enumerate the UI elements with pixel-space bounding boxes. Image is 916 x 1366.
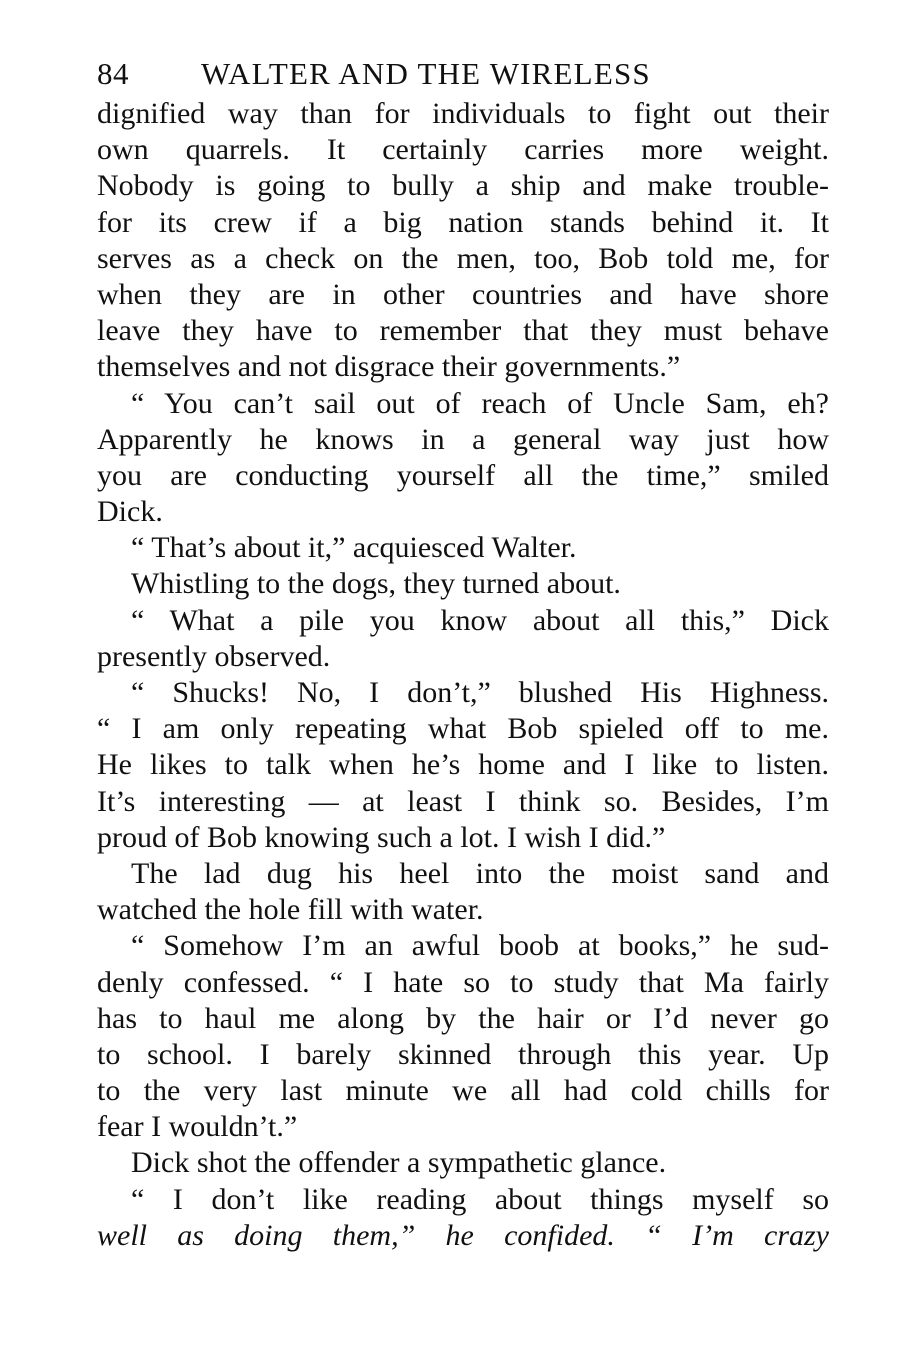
text-line: proud of Bob knowing such a lot. I wish I did.” xyxy=(97,820,666,854)
body-text xyxy=(97,96,829,1254)
book-page xyxy=(97,52,829,1254)
text-line: presently observed. xyxy=(97,639,331,673)
text-line: He likes to talk when he’s home and I like to listen. xyxy=(97,748,829,782)
text-line: It’s interesting — at least I think so. Besides, I’m xyxy=(97,784,829,818)
text-line: to the very last minute we all had cold chills for xyxy=(97,1074,829,1108)
text-line: The lad dug his heel into the moist sand and xyxy=(131,856,829,890)
text-line: to school. I barely skinned through this year. Up xyxy=(97,1037,829,1071)
text-line: own quarrels. It certainly carries more weight. xyxy=(97,133,829,167)
text-line: Dick shot the offender a sympathetic glance. xyxy=(131,1146,667,1180)
running-title: WALTER AND THE WIRELESS xyxy=(201,56,651,91)
text-line: themselves and not disgrace their governments.” xyxy=(97,350,681,384)
text-line: you are conducting yourself all the time,” smiled xyxy=(97,458,829,492)
running-head xyxy=(97,52,829,96)
text-line: dignified way than for individuals to fight out their xyxy=(97,97,829,130)
text-line: “ Somehow I’m an awful boob at books,” he sud- xyxy=(131,929,829,963)
text-line: Apparently he knows in a general way just how xyxy=(97,422,829,456)
text-line: fear I wouldn’t.” xyxy=(97,1110,298,1144)
text-line: Whistling to the dogs, they turned about. xyxy=(131,567,621,601)
text-line: denly confessed. “ I hate so to study that Ma fairly xyxy=(97,965,829,999)
text-line: “ You can’t sail out of reach of Uncle Sam, eh? xyxy=(131,386,829,420)
page-number: 84 xyxy=(97,56,129,91)
text-line: well as doing them,” he confided. “ I’m crazy xyxy=(97,1218,829,1252)
text-line: leave they have to remember that they must behave xyxy=(97,314,829,348)
text-line: Nobody is going to bully a ship and make trouble- xyxy=(97,169,829,203)
text-line: “ Shucks! No, I don’t,” blushed His Highness. xyxy=(131,676,829,709)
text-line: Dick. xyxy=(97,495,163,529)
text-line: “ That’s about it,” acquiesced Walter. xyxy=(131,531,577,565)
text-line: serves as a check on the men, too, Bob told me, for xyxy=(97,241,829,275)
text-line: has to haul me along by the hair or I’d never go xyxy=(97,1001,829,1035)
text-line: when they are in other countries and have shore xyxy=(97,277,829,311)
text-line: for its crew if a big nation stands behind it. It xyxy=(97,205,829,239)
text-line: “ I don’t like reading about things myself so xyxy=(131,1182,829,1216)
text-line: watched the hole fill with water. xyxy=(97,893,484,927)
text-line: “ What a pile you know about all this,” Dick xyxy=(131,603,829,637)
text-line: “ I am only repeating what Bob spieled off to me. xyxy=(97,712,829,746)
